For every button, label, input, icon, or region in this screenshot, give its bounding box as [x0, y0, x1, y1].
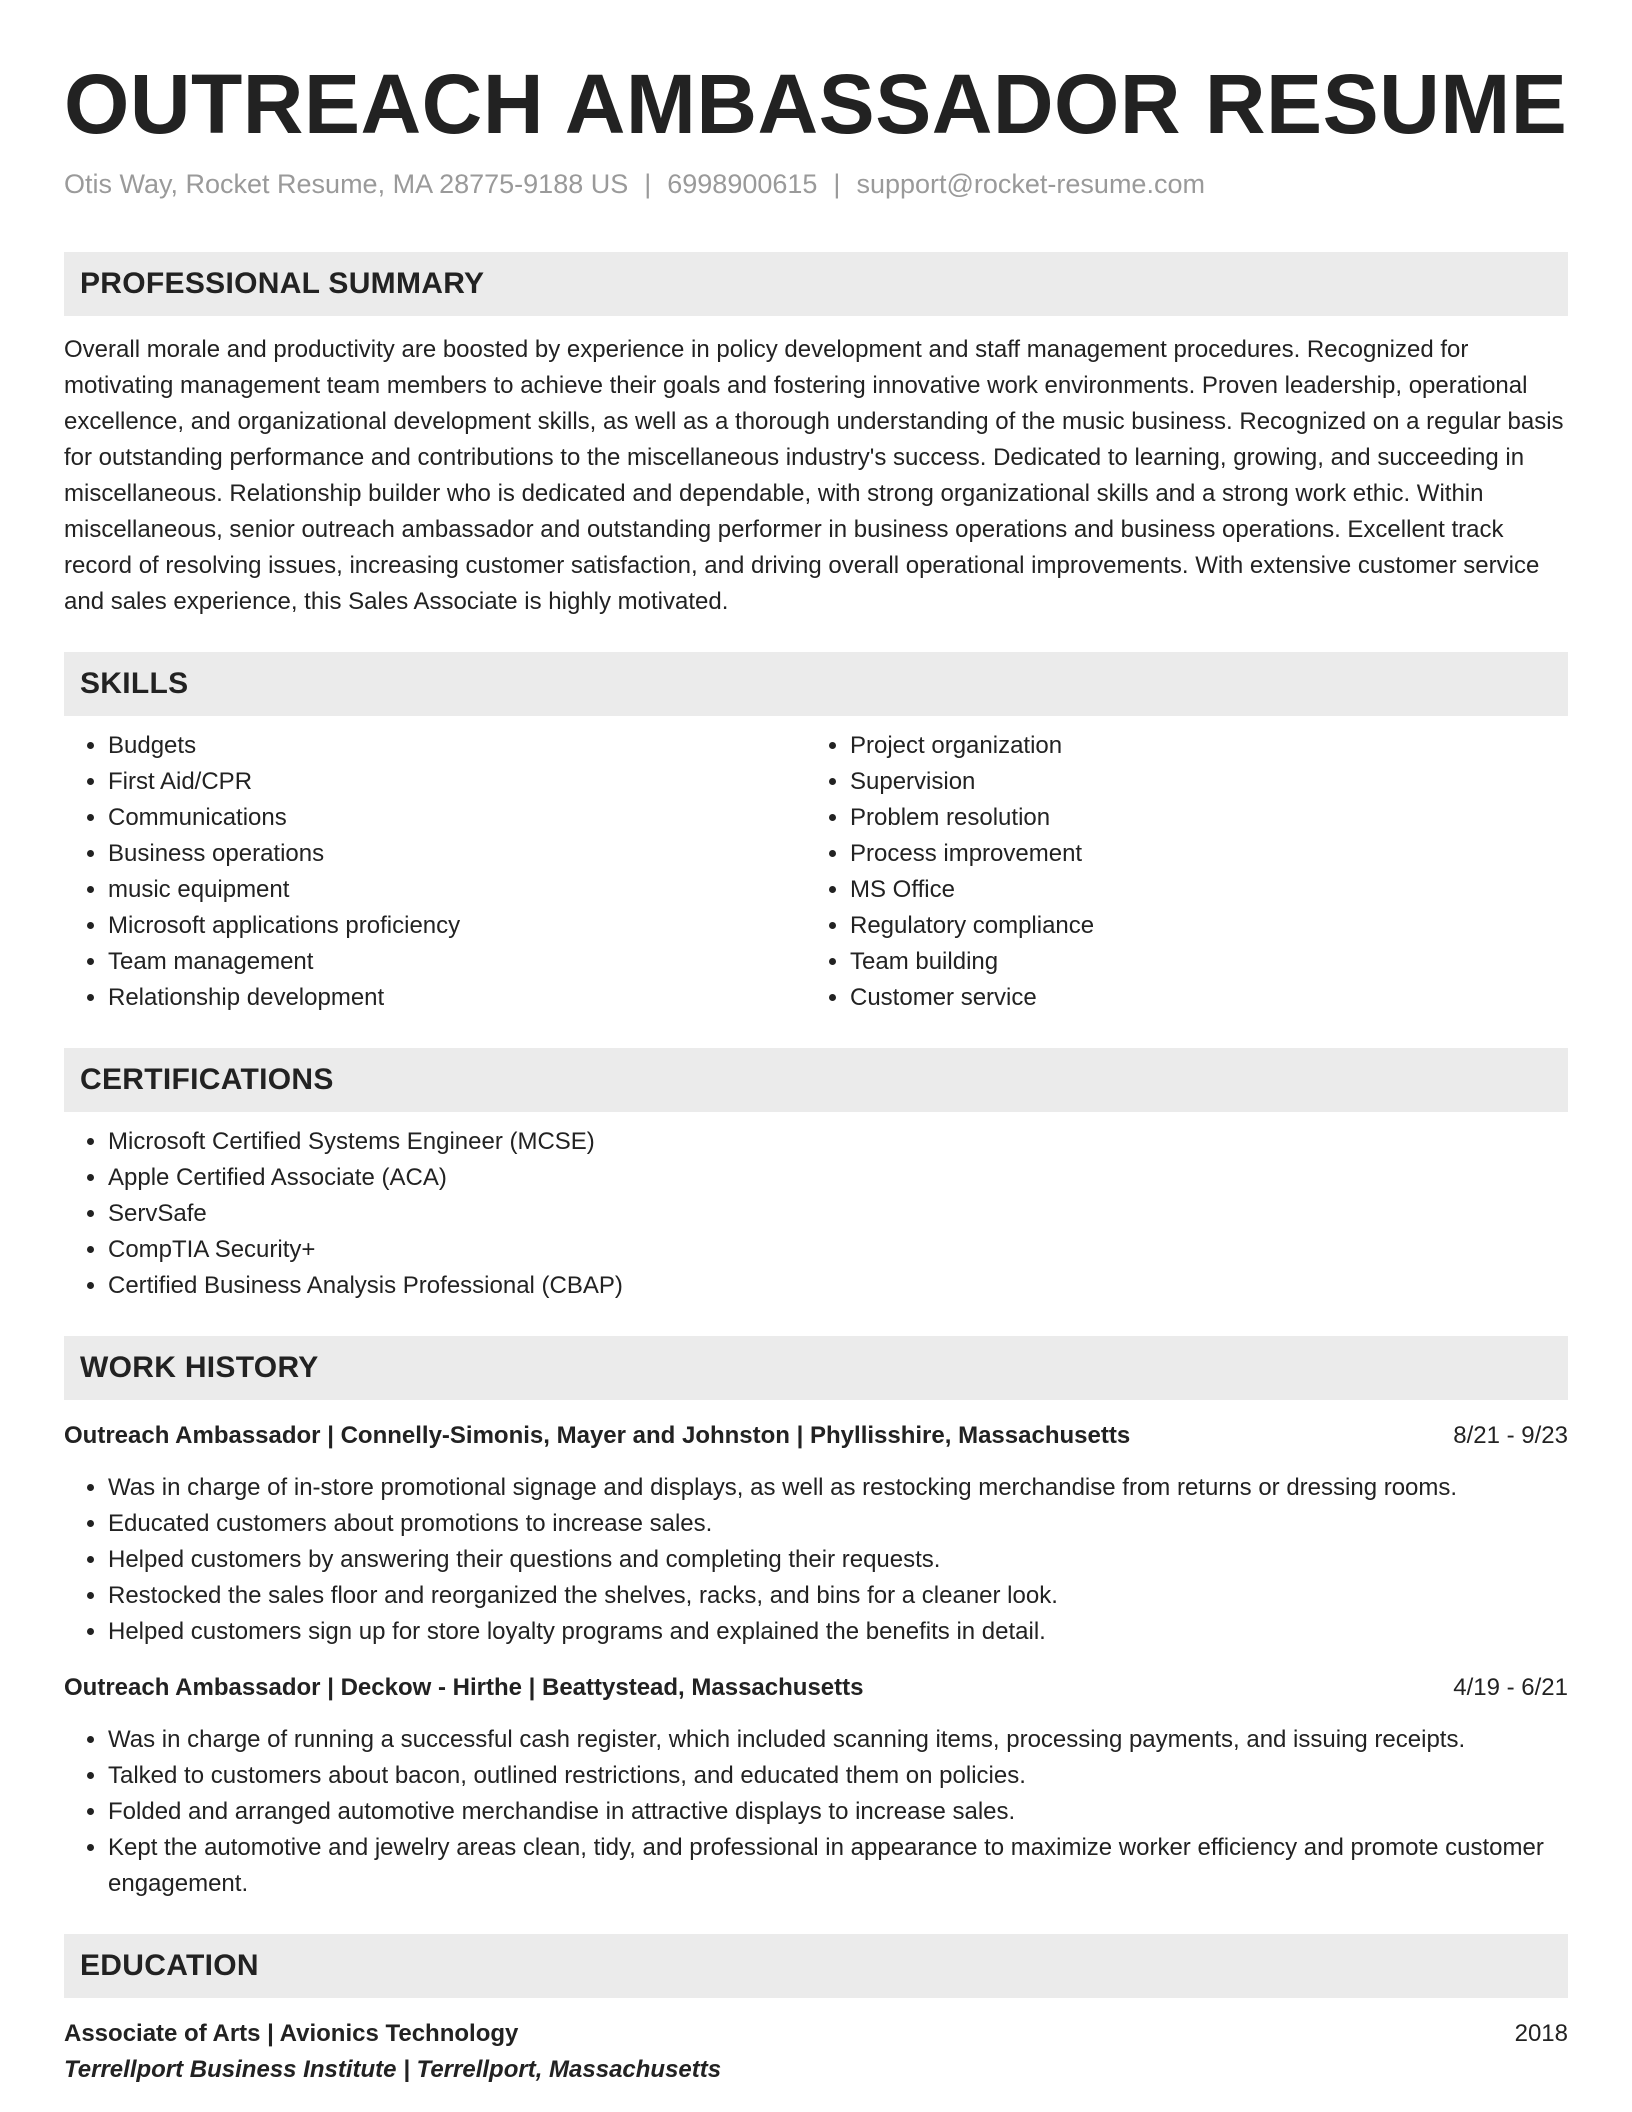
contact-address: Otis Way, Rocket Resume, MA 28775-9188 US — [64, 169, 629, 199]
education-school: Terrellport Business Institute | Terrellport, Massachusetts — [64, 2056, 722, 2083]
certification-item: • Apple Certified Associate (ACA) — [108, 1160, 1568, 1196]
certification-item: • Microsoft Certified Systems Engineer (MCSE) — [108, 1124, 1568, 1160]
skill-item: • Microsoft applications proficiency — [108, 908, 806, 944]
certifications-heading: CERTIFICATIONS — [64, 1048, 1568, 1112]
skills-column-left — [64, 716, 806, 1016]
skill-item: • Problem resolution — [850, 800, 1548, 836]
skill-item: • MS Office — [850, 872, 1548, 908]
skill-item: • Process improvement — [850, 836, 1548, 872]
job-dates: 8/21 - 9/23 — [1453, 1422, 1568, 1449]
job-title: Outreach Ambassador | Connelly-Simonis, Mayer and Johnston | Phyllisshire, Massachusetts — [64, 1422, 1131, 1449]
contact-line — [64, 166, 1568, 202]
work-history-heading: WORK HISTORY — [64, 1336, 1568, 1400]
education-header — [64, 2016, 1568, 2052]
skill-item: • Business operations — [108, 836, 806, 872]
skill-item: • Communications — [108, 800, 806, 836]
job-bullet: • Educated customers about promotions to increase sales. — [108, 1506, 1568, 1542]
education-heading: EDUCATION — [64, 1934, 1568, 1998]
skill-item: • Team building — [850, 944, 1548, 980]
summary-heading: PROFESSIONAL SUMMARY — [64, 252, 1568, 316]
skills-list-left — [64, 728, 806, 1016]
job-bullet: • Talked to customers about bacon, outlined restrictions, and educated them on policies. — [108, 1758, 1568, 1794]
job-bullet: • Helped customers by answering their questions and completing their requests. — [108, 1542, 1568, 1578]
skill-item: • music equipment — [108, 872, 806, 908]
education-section — [64, 1934, 1568, 2088]
resume-title: OUTREACH AMBASSADOR RESUME — [64, 57, 1568, 151]
contact-separator: | — [833, 169, 841, 199]
skill-item: • Relationship development — [108, 980, 806, 1016]
skill-item: • Regulatory compliance — [850, 908, 1548, 944]
skills-section — [64, 652, 1568, 1016]
summary-text: Overall morale and productivity are boosted by experience in policy development and staff management procedures. Recognized for motivating management team members to achieve their goals and fostering innovative work environments. Proven leadership, operational excellence, and organizational development skills, as well as a thorough understanding of the music business. Recognized on a regular basis for outstanding performance and contributions to the miscellaneous industry's success. Dedicated to learning, growing, and succeeding in miscellaneous. Relationship builder who is dedicated and dependable, with strong organizational skills and a strong work ethic. Within miscellaneous, senior outreach ambassador and outstanding performer in business operations and business operations. Excellent track record of resolving issues, increasing customer satisfaction, and driving overall operational improvements. With extensive customer service and sales experience, this Sales Associate is highly motivated. — [64, 336, 1564, 615]
education-degree: Associate of Arts | Avionics Technology — [64, 2020, 519, 2047]
contact-email: support@rocket-resume.com — [856, 169, 1205, 199]
summary-section — [64, 252, 1568, 620]
certification-item: • CompTIA Security+ — [108, 1232, 1568, 1268]
skills-list-right — [806, 728, 1548, 1016]
job-entry — [64, 1670, 1568, 1902]
education-year: 2018 — [1514, 2020, 1568, 2047]
job-bullet: • Was in charge of in-store promotional signage and displays, as well as restocking merchandise from returns or dressing rooms. — [108, 1470, 1568, 1506]
certifications-section — [64, 1048, 1568, 1304]
skills-column-right — [806, 716, 1548, 1016]
certifications-list — [64, 1124, 1568, 1304]
job-bullets — [64, 1470, 1568, 1650]
skill-item: • Budgets — [108, 728, 806, 764]
job-bullet: • Was in charge of running a successful cash register, which included scanning items, processing payments, and issuing receipts. — [108, 1722, 1568, 1758]
contact-separator: | — [644, 169, 652, 199]
job-dates: 4/19 - 6/21 — [1453, 1674, 1568, 1701]
job-header — [64, 1670, 1568, 1706]
job-bullet: • Restocked the sales floor and reorganized the shelves, racks, and bins for a cleaner look. — [108, 1578, 1568, 1614]
certification-item: • ServSafe — [108, 1196, 1568, 1232]
job-title: Outreach Ambassador | Deckow - Hirthe | Beattystead, Massachusetts — [64, 1674, 864, 1701]
contact-phone: 6998900615 — [667, 169, 818, 199]
skill-item: • Project organization — [850, 728, 1548, 764]
skill-item: • Team management — [108, 944, 806, 980]
job-bullet: • Helped customers sign up for store loyalty programs and explained the benefits in detail. — [108, 1614, 1568, 1650]
job-header — [64, 1418, 1568, 1454]
skill-item: • Customer service — [850, 980, 1548, 1016]
work-history-section — [64, 1336, 1568, 1902]
skill-item: • Supervision — [850, 764, 1548, 800]
skills-heading: SKILLS — [64, 652, 1568, 716]
job-bullets — [64, 1722, 1568, 1902]
job-bullet: • Folded and arranged automotive merchandise in attractive displays to increase sales. — [108, 1794, 1568, 1830]
resume-page — [64, 0, 1568, 2088]
skill-item: • First Aid/CPR — [108, 764, 806, 800]
certification-item: • Certified Business Analysis Professional (CBAP) — [108, 1268, 1568, 1304]
job-bullet: • Kept the automotive and jewelry areas clean, tidy, and professional in appearance to maximize worker efficiency and promote customer engagement. — [108, 1830, 1568, 1902]
skills-columns — [64, 716, 1568, 1016]
job-entry — [64, 1418, 1568, 1650]
